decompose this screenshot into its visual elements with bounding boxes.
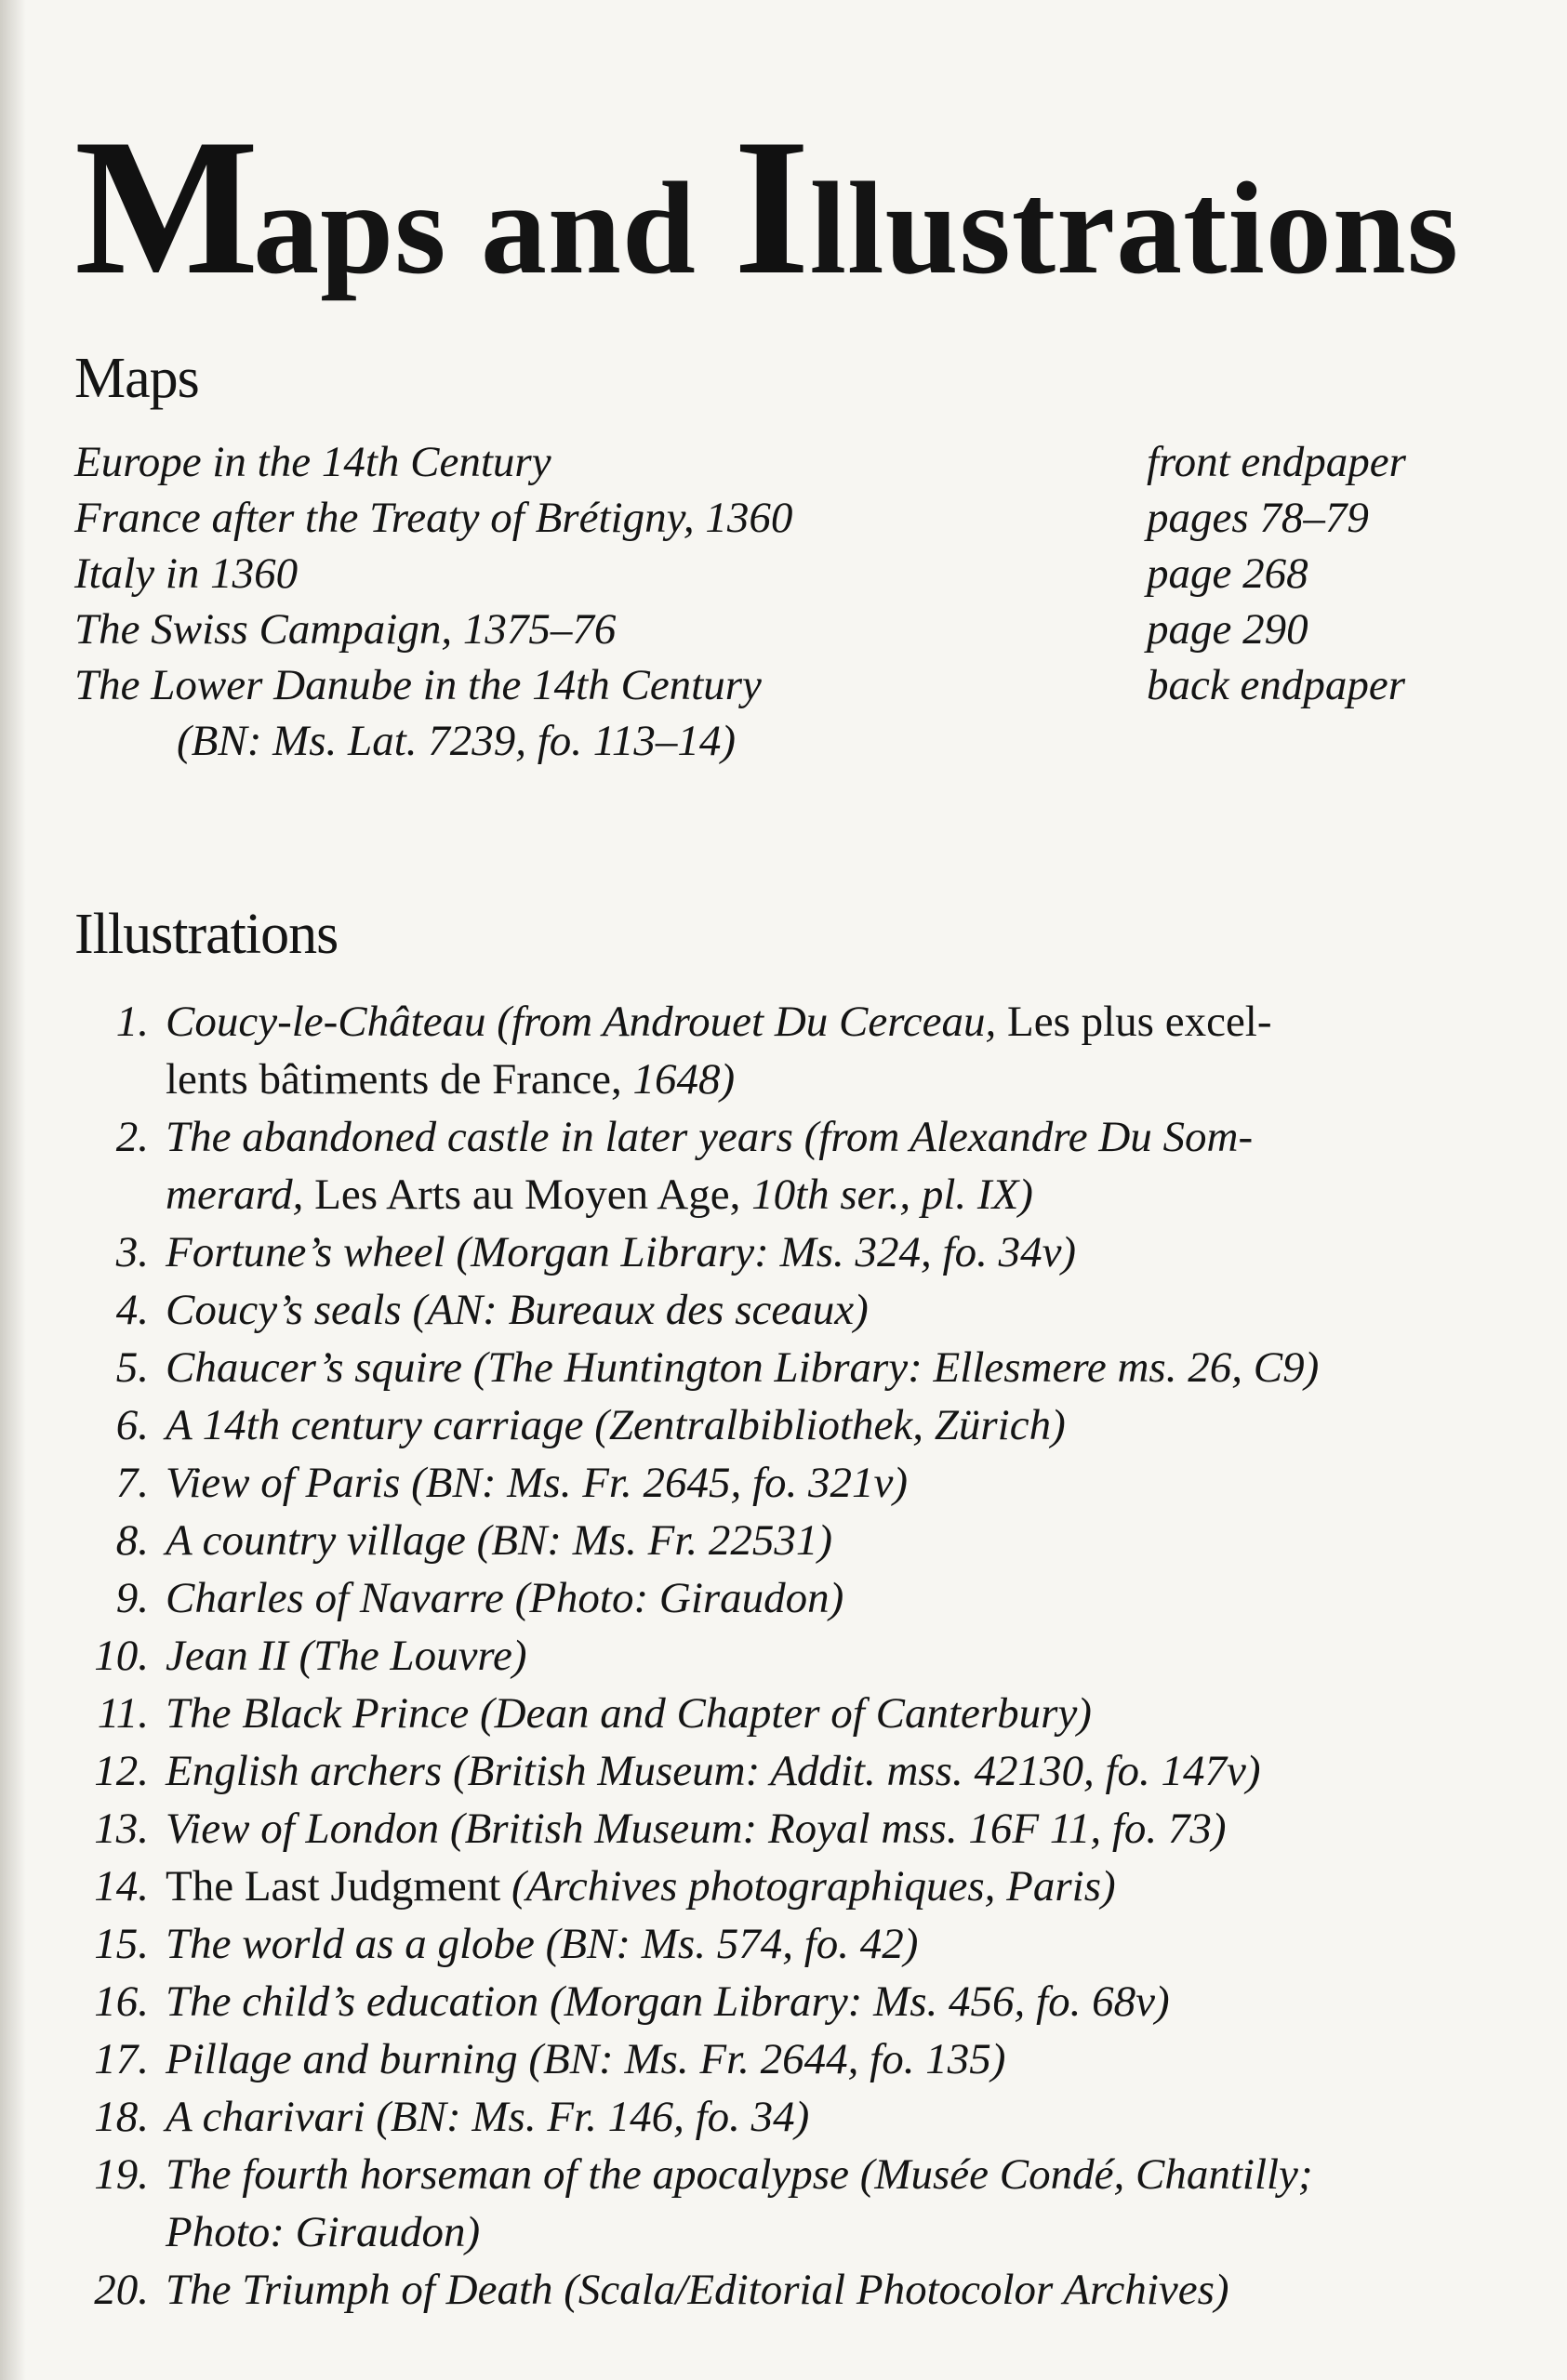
illustration-number: 13. bbox=[94, 1805, 149, 1853]
illustration-text-segment: A country village (BN: Ms. Fr. 22531) bbox=[166, 1516, 833, 1565]
illustration-text-segment: View of London (British Museum: Royal mss. 16F 11, fo. 73) bbox=[166, 1805, 1227, 1853]
illustration-item bbox=[74, 1627, 1507, 1685]
illustration-number: 6. bbox=[115, 1401, 149, 1449]
illustration-line-1 bbox=[166, 1800, 1507, 1858]
illustration-text-segment: The child’s education (Morgan Library: Ms. 456, fo. 68v) bbox=[166, 1977, 1170, 2026]
illustration-line-1 bbox=[166, 1281, 1507, 1339]
illustration-line-1 bbox=[166, 1915, 1507, 1973]
illustration-line-1 bbox=[166, 2146, 1507, 2203]
illustration-line-1 bbox=[166, 1858, 1507, 1915]
illustration-number: 7. bbox=[115, 1459, 149, 1507]
map-title: Italy in 1360 bbox=[74, 549, 299, 598]
page-title-part-1: aps and bbox=[253, 154, 697, 301]
illustration-item bbox=[74, 1973, 1507, 2030]
illustration-text-segment: merard, bbox=[166, 1170, 315, 1219]
illustration-number: 1. bbox=[115, 998, 149, 1046]
illustration-line-2 bbox=[166, 2203, 1507, 2261]
illustration-item bbox=[74, 1339, 1507, 1396]
map-row bbox=[74, 604, 1497, 660]
illustration-text-segment: Pillage and burning (BN: Ms. Fr. 2644, fo. 135) bbox=[166, 2035, 1006, 2083]
illustration-item bbox=[74, 1742, 1507, 1800]
illustration-text-segment: View of Paris (BN: Ms. Fr. 2645, fo. 321v) bbox=[166, 1459, 909, 1507]
illustration-text-segment: The abandoned castle in later years (from Alexandre Du Som- bbox=[166, 1113, 1254, 1161]
illustration-text-segment: The fourth horseman of the apocalypse (Musée Condé, Chantilly; bbox=[166, 2150, 1313, 2199]
illustration-text-segment: Charles of Navarre (Photo: Giraudon) bbox=[166, 1574, 844, 1622]
illustration-text-segment: 1648) bbox=[632, 1055, 736, 1104]
illustration-text-segment: The Last Judgment bbox=[166, 1862, 512, 1911]
illustration-text-segment: English archers (British Museum: Addit. mss. 42130, fo. 147v) bbox=[166, 1747, 1261, 1795]
illustration-text-segment: Les plus excel- bbox=[1007, 998, 1272, 1046]
illustration-line-1 bbox=[166, 1685, 1507, 1742]
map-row bbox=[74, 493, 1497, 549]
illustration-number: 2. bbox=[115, 1113, 149, 1161]
illustration-number: 15. bbox=[94, 1920, 149, 1968]
illustration-text-segment: A 14th century carriage (Zentralbibliothek, Zürich) bbox=[166, 1401, 1066, 1449]
illustration-item bbox=[74, 1858, 1507, 1915]
illustration-number: 20. bbox=[94, 2266, 149, 2314]
illustration-line-1 bbox=[166, 1339, 1507, 1396]
map-title: Europe in the 14th Century bbox=[74, 438, 551, 486]
illustration-line-1 bbox=[166, 1973, 1507, 2030]
page-title bbox=[74, 99, 1525, 324]
decorative-initial-m: M bbox=[74, 99, 254, 315]
map-row bbox=[74, 437, 1497, 493]
map-page: front endpaper bbox=[1147, 438, 1406, 486]
map-title: The Lower Danube in the 14th Century bbox=[74, 661, 762, 709]
illustration-item bbox=[74, 2030, 1507, 2088]
illustration-line-1 bbox=[166, 1108, 1507, 1166]
illustration-text-segment: Jean II (The Louvre) bbox=[166, 1632, 527, 1680]
illustration-number: 17. bbox=[94, 2035, 149, 2083]
illustration-text-segment: Fortune’s wheel (Morgan Library: Ms. 324, fo. 34v) bbox=[166, 1228, 1077, 1276]
illustration-item bbox=[74, 2146, 1507, 2261]
illustration-line-1 bbox=[166, 1223, 1507, 1281]
illustration-item bbox=[74, 1685, 1507, 1742]
maps-heading: Maps bbox=[74, 347, 199, 410]
illustration-item bbox=[74, 1800, 1507, 1858]
illustrations-heading: Illustrations bbox=[74, 903, 339, 966]
map-title: The Swiss Campaign, 1375–76 bbox=[74, 605, 617, 654]
illustration-item bbox=[74, 1396, 1507, 1454]
illustration-number: 18. bbox=[94, 2093, 149, 2141]
illustration-line-1 bbox=[166, 1742, 1507, 1800]
illustration-line-1 bbox=[166, 2030, 1507, 2088]
illustration-line-2 bbox=[166, 1166, 1507, 1223]
maps-list bbox=[74, 437, 1497, 772]
illustration-item bbox=[74, 2088, 1507, 2146]
page-title-part-2: llustrations bbox=[809, 154, 1460, 301]
illustration-number: 5. bbox=[115, 1343, 149, 1392]
map-page: page 268 bbox=[1147, 549, 1308, 598]
illustration-item bbox=[74, 1281, 1507, 1339]
illustration-text-segment: (Archives photographiques, Paris) bbox=[511, 1862, 1116, 1911]
illustration-item bbox=[74, 1454, 1507, 1512]
illustration-number: 19. bbox=[94, 2150, 149, 2199]
illustration-item bbox=[74, 1108, 1507, 1223]
illustration-number: 16. bbox=[94, 1977, 149, 2026]
illustration-item bbox=[74, 1512, 1507, 1569]
map-page: pages 78–79 bbox=[1147, 494, 1369, 542]
illustration-text-segment: Les Arts au Moyen Age, bbox=[314, 1170, 752, 1219]
map-row bbox=[74, 660, 1497, 716]
illustration-item bbox=[74, 1569, 1507, 1627]
illustration-item bbox=[74, 993, 1507, 1108]
illustration-item bbox=[74, 1915, 1507, 1973]
illustration-line-1 bbox=[166, 1512, 1507, 1569]
illustration-text-segment: lents bâtiments de France, bbox=[166, 1055, 633, 1104]
illustration-number: 4. bbox=[115, 1286, 149, 1334]
illustration-line-1 bbox=[166, 1627, 1507, 1685]
illustration-text-segment: 10th ser., pl. IX) bbox=[751, 1170, 1033, 1219]
illustration-item bbox=[74, 2261, 1507, 2319]
illustration-text-segment: The world as a globe (BN: Ms. 574, fo. 42) bbox=[166, 1920, 919, 1968]
map-row bbox=[74, 549, 1497, 604]
illustration-line-1 bbox=[166, 2088, 1507, 2146]
illustration-text-segment: The Black Prince (Dean and Chapter of Canterbury) bbox=[166, 1689, 1092, 1738]
page-edge-shadow bbox=[0, 0, 26, 2380]
illustration-number: 8. bbox=[115, 1516, 149, 1565]
illustration-number: 3. bbox=[115, 1228, 149, 1276]
map-source-note: (BN: Ms. Lat. 7239, fo. 113–14) bbox=[177, 717, 736, 765]
illustrations-list bbox=[74, 993, 1507, 2319]
illustration-text-segment: Coucy-le-Château (from Androuet Du Cerceau, bbox=[166, 998, 1008, 1046]
illustration-number: 12. bbox=[94, 1747, 149, 1795]
illustration-line-1 bbox=[166, 2261, 1507, 2319]
illustration-text-segment: Photo: Giraudon) bbox=[166, 2208, 481, 2256]
map-page: back endpaper bbox=[1147, 661, 1405, 709]
illustration-line-1 bbox=[166, 1569, 1507, 1627]
map-title: France after the Treaty of Brétigny, 1360 bbox=[74, 494, 793, 542]
illustration-number: 11. bbox=[97, 1689, 149, 1738]
illustration-text-segment: Coucy’s seals (AN: Bureaux des sceaux) bbox=[166, 1286, 869, 1334]
illustration-number: 14. bbox=[94, 1862, 149, 1911]
illustration-number: 10. bbox=[94, 1632, 149, 1680]
illustration-text-segment: Chaucer’s squire (The Huntington Library: Ellesmere ms. 26, C9) bbox=[166, 1343, 1320, 1392]
illustration-line-1 bbox=[166, 1396, 1507, 1454]
illustration-number: 9. bbox=[115, 1574, 149, 1622]
map-page: page 290 bbox=[1147, 605, 1308, 654]
illustration-text-segment: A charivari (BN: Ms. Fr. 146, fo. 34) bbox=[166, 2093, 810, 2141]
illustration-line-1 bbox=[166, 993, 1507, 1051]
illustration-item bbox=[74, 1223, 1507, 1281]
decorative-initial-i: I bbox=[733, 99, 810, 315]
illustration-line-2 bbox=[166, 1051, 1507, 1108]
illustration-text-segment: The Triumph of Death (Scala/Editorial Photocolor Archives) bbox=[166, 2266, 1229, 2314]
illustration-line-1 bbox=[166, 1454, 1507, 1512]
